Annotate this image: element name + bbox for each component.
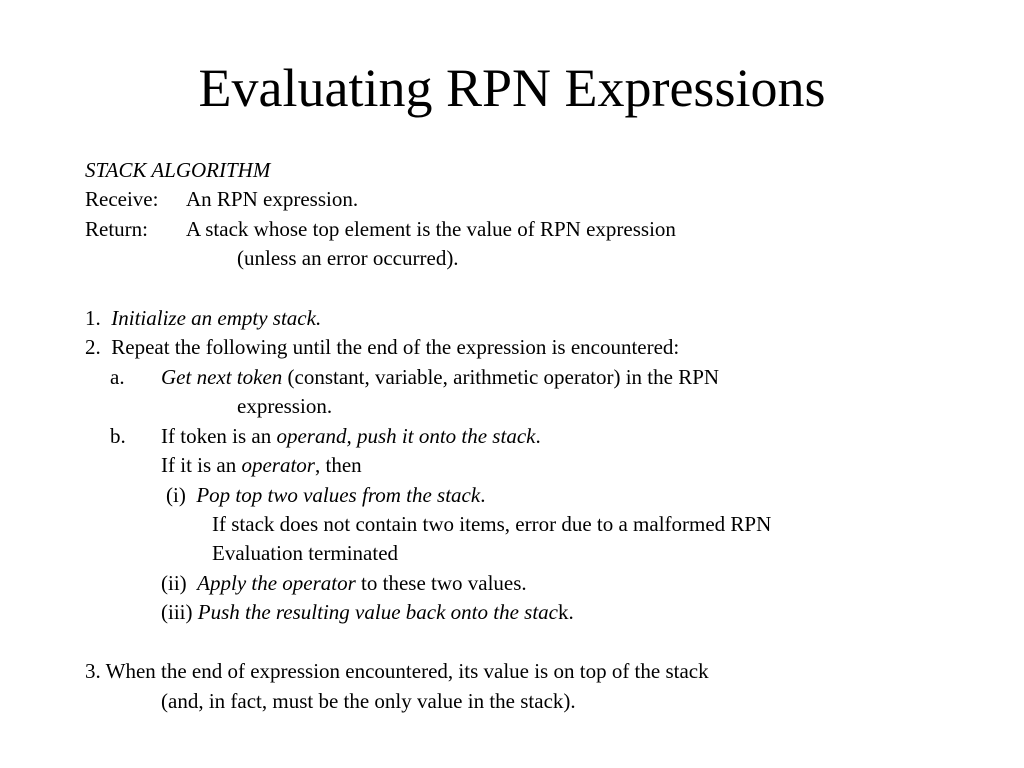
step-3-continuation: (and, in fact, must be the only value in the stack).: [161, 689, 576, 713]
step-2a-marker: a.: [110, 365, 125, 389]
substep-iii-italic: Push the resulting value back onto the stac: [197, 600, 558, 624]
step-2b-line2-italic: operator: [241, 453, 315, 477]
step-2: [85, 334, 679, 360]
substep-i-italic: Pop top two values from the stack: [196, 483, 481, 507]
substep-ii-marker: (ii): [161, 571, 187, 595]
substep-ii: [161, 570, 527, 596]
substep-i-marker: (i): [166, 483, 186, 507]
step-1: [85, 305, 321, 331]
step-2b-line2: [161, 452, 362, 478]
substep-i: [166, 482, 485, 508]
substep-i-note-2: Evaluation terminated: [212, 541, 399, 565]
step-3: 3. When the end of expression encountered, its value is on top of the stack: [85, 659, 709, 683]
step-2b-line2-pre: If it is an: [161, 453, 242, 477]
substep-iii-marker: (iii): [161, 600, 193, 624]
step-2b-text: [161, 423, 541, 449]
return-text: A stack whose top element is the value of RPN expression: [186, 217, 676, 241]
return-continuation: (unless an error occurred).: [237, 246, 459, 270]
step-2b-post: .: [535, 424, 541, 448]
algorithm-label: STACK ALGORITHM: [85, 158, 271, 182]
step-2b-italic: operand, push it onto the stack: [276, 424, 536, 448]
step-2b-line2-post: , then: [314, 453, 362, 477]
return-label: Return:: [85, 217, 148, 241]
step-2a-text: [161, 364, 719, 390]
step-2-number: 2.: [85, 335, 101, 359]
step-1-number: 1.: [85, 306, 101, 330]
substep-iii-post: k.: [557, 600, 574, 624]
substep-iii: [161, 599, 574, 625]
step-1-text: Initialize an empty stack.: [111, 306, 322, 330]
substep-ii-post: to these two values.: [355, 571, 527, 595]
receive-label: Receive:: [85, 187, 159, 211]
receive-text: An RPN expression.: [186, 187, 359, 211]
step-2a-italic: Get next token: [161, 365, 283, 389]
step-2-text: Repeat the following until the end of the expression is encountered:: [111, 335, 680, 359]
substep-ii-italic: Apply the operator: [197, 571, 356, 595]
step-2a-continuation: expression.: [237, 394, 333, 418]
slide-title: Evaluating RPN Expressions: [198, 58, 826, 118]
step-2b-pre: If token is an: [161, 424, 277, 448]
step-2a-rest: (constant, variable, arithmetic operator) in the RPN: [282, 365, 720, 389]
substep-i-note-1: If stack does not contain two items, error due to a malformed RPN: [212, 512, 772, 536]
step-2b-marker: b.: [110, 424, 126, 448]
substep-i-post: .: [480, 483, 486, 507]
